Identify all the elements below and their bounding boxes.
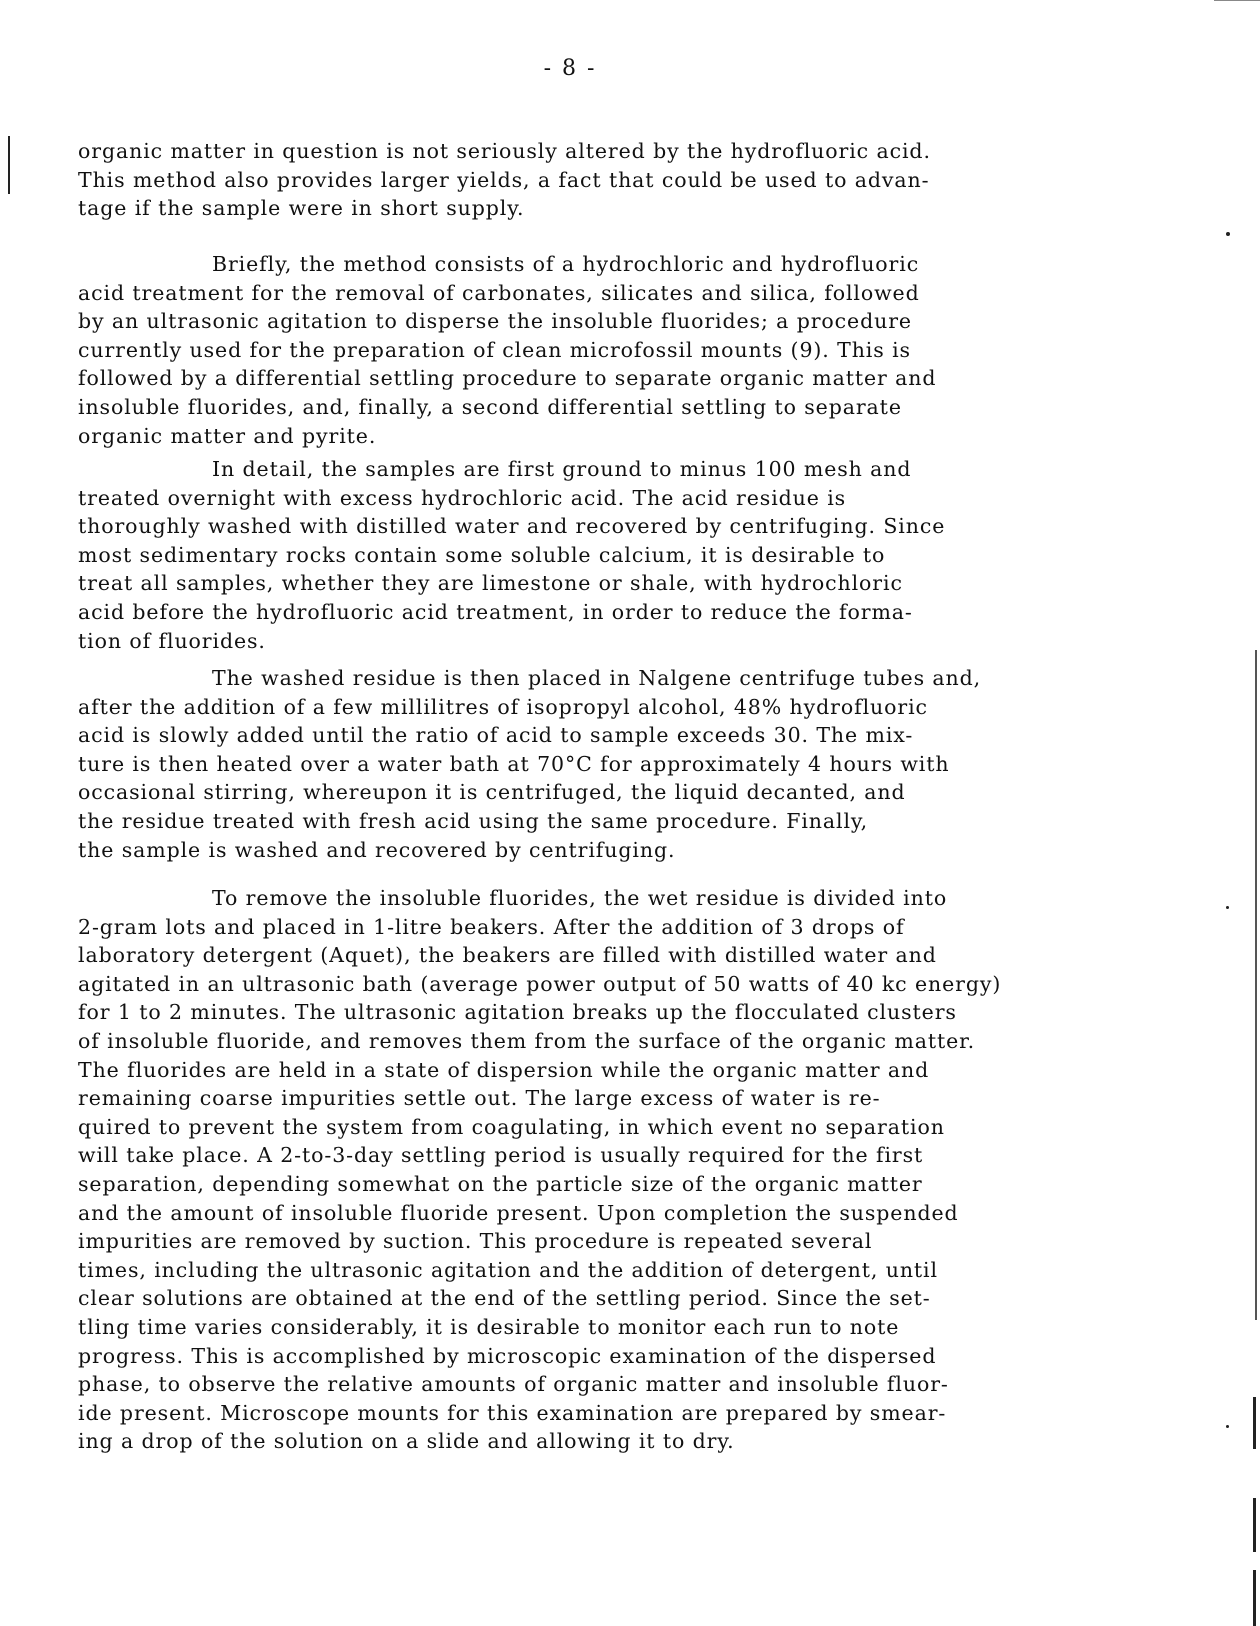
text-line: the sample is washed and recovered by centrifuging. <box>78 837 676 862</box>
text-line: occasional stirring, whereupon it is centrifuged, the liquid decanted, and <box>78 780 906 805</box>
text-line: treat all samples, whether they are limestone or shale, with hydrochloric <box>78 571 903 596</box>
text-line: after the addition of a few millilitres of isopropyl alcohol, 48% hydrofluoric <box>78 694 928 719</box>
text-line: and the amount of insoluble fluoride present. Upon completion the suspended <box>78 1200 959 1225</box>
scan-margin-mark <box>1214 0 1260 1</box>
text-line: of insoluble fluoride, and removes them from the surface of the organic matter. <box>78 1028 975 1053</box>
text-line: times, including the ultrasonic agitation and the addition of detergent, until <box>78 1257 938 1282</box>
text-line: organic matter and pyrite. <box>78 423 377 448</box>
text-line: by an ultrasonic agitation to disperse the insoluble fluorides; a procedure <box>78 309 912 334</box>
text-line: laboratory detergent (Aquet), the beakers are filled with distilled water and <box>78 943 937 968</box>
scan-margin-mark <box>1226 906 1229 909</box>
text-line: 2-gram lots and placed in 1-litre beakers. After the addition of 3 drops of <box>78 914 905 939</box>
scan-margin-mark <box>1253 1570 1256 1626</box>
text-line: tage if the sample were in short supply. <box>78 196 525 221</box>
text-line: acid treatment for the removal of carbonates, silicates and silica, followed <box>78 280 920 305</box>
scan-margin-mark <box>1253 1397 1256 1449</box>
text-line: for 1 to 2 minutes. The ultrasonic agitation breaks up the flocculated clusters <box>78 1000 957 1025</box>
text-line: quired to prevent the system from coagulating, in which event no separation <box>78 1114 945 1139</box>
text-line: treated overnight with excess hydrochloric acid. The acid residue is <box>78 485 847 510</box>
text-line: The washed residue is then placed in Nalgene centrifuge tubes and, <box>212 666 982 690</box>
text-line: phase, to observe the relative amounts of organic matter and insoluble fluor- <box>78 1372 949 1397</box>
page-number: - 8 - <box>543 56 597 81</box>
text-line: This method also provides larger yields, a fact that could be used to advan- <box>78 167 930 192</box>
text-line: thoroughly washed with distilled water and recovered by centrifuging. Since <box>78 514 946 539</box>
text-line: progress. This is accomplished by microscopic examination of the dispersed <box>78 1343 937 1368</box>
scan-margin-mark <box>8 136 10 194</box>
text-line: currently used for the preparation of clean microfossil mounts (9). This is <box>78 337 911 362</box>
text-line: acid is slowly added until the ratio of acid to sample exceeds 30. The mix- <box>78 723 914 748</box>
text-line: agitated in an ultrasonic bath (average power output of 50 watts of 40 kc energy) <box>78 971 1002 996</box>
paragraph-3 <box>78 455 1098 655</box>
text-line: the residue treated with fresh acid using the same procedure. Finally, <box>78 808 869 833</box>
text-line: The fluorides are held in a state of dispersion while the organic matter and <box>78 1057 930 1082</box>
scan-margin-mark <box>1255 650 1257 1320</box>
text-line: will take place. A 2-to-3-day settling period is usually required for the first <box>78 1143 924 1168</box>
scan-margin-mark <box>1226 1425 1229 1428</box>
text-line: Briefly, the method consists of a hydrochloric and hydrofluoric <box>212 252 920 276</box>
text-line: In detail, the samples are first ground to minus 100 mesh and <box>212 457 912 481</box>
text-line: remaining coarse impurities settle out. The large excess of water is re- <box>78 1086 881 1111</box>
text-line: separation, depending somewhat on the particle size of the organic matter <box>78 1171 923 1196</box>
scan-margin-mark <box>1226 232 1230 236</box>
text-line: To remove the insoluble fluorides, the wet residue is divided into <box>212 886 948 910</box>
text-line: impurities are removed by suction. This procedure is repeated several <box>78 1229 873 1254</box>
text-line: ide present. Microscope mounts for this examination are prepared by smear- <box>78 1400 947 1425</box>
text-line: organic matter in question is not seriously altered by the hydrofluoric acid. <box>78 139 931 163</box>
text-line: clear solutions are obtained at the end of the settling period. Since the set- <box>78 1286 931 1311</box>
text-line: acid before the hydrofluoric acid treatment, in order to reduce the forma- <box>78 599 913 624</box>
paragraph-5 <box>78 884 1098 1456</box>
text-line: tion of fluorides. <box>78 628 266 653</box>
paragraph-2 <box>78 250 1098 450</box>
text-line: ture is then heated over a water bath at 70°C for approximately 4 hours with <box>78 751 950 776</box>
text-line: followed by a differential settling procedure to separate organic matter and <box>78 366 937 391</box>
text-line: ing a drop of the solution on a slide and allowing it to dry. <box>78 1429 735 1454</box>
text-line: most sedimentary rocks contain some soluble calcium, it is desirable to <box>78 542 886 567</box>
paragraph-4 <box>78 664 1098 864</box>
text-line: tling time varies considerably, it is desirable to monitor each run to note <box>78 1314 900 1339</box>
paragraph-1 <box>78 137 1098 223</box>
text-line: insoluble fluorides, and, finally, a second differential settling to separate <box>78 394 902 419</box>
scan-margin-mark <box>1253 1498 1256 1552</box>
